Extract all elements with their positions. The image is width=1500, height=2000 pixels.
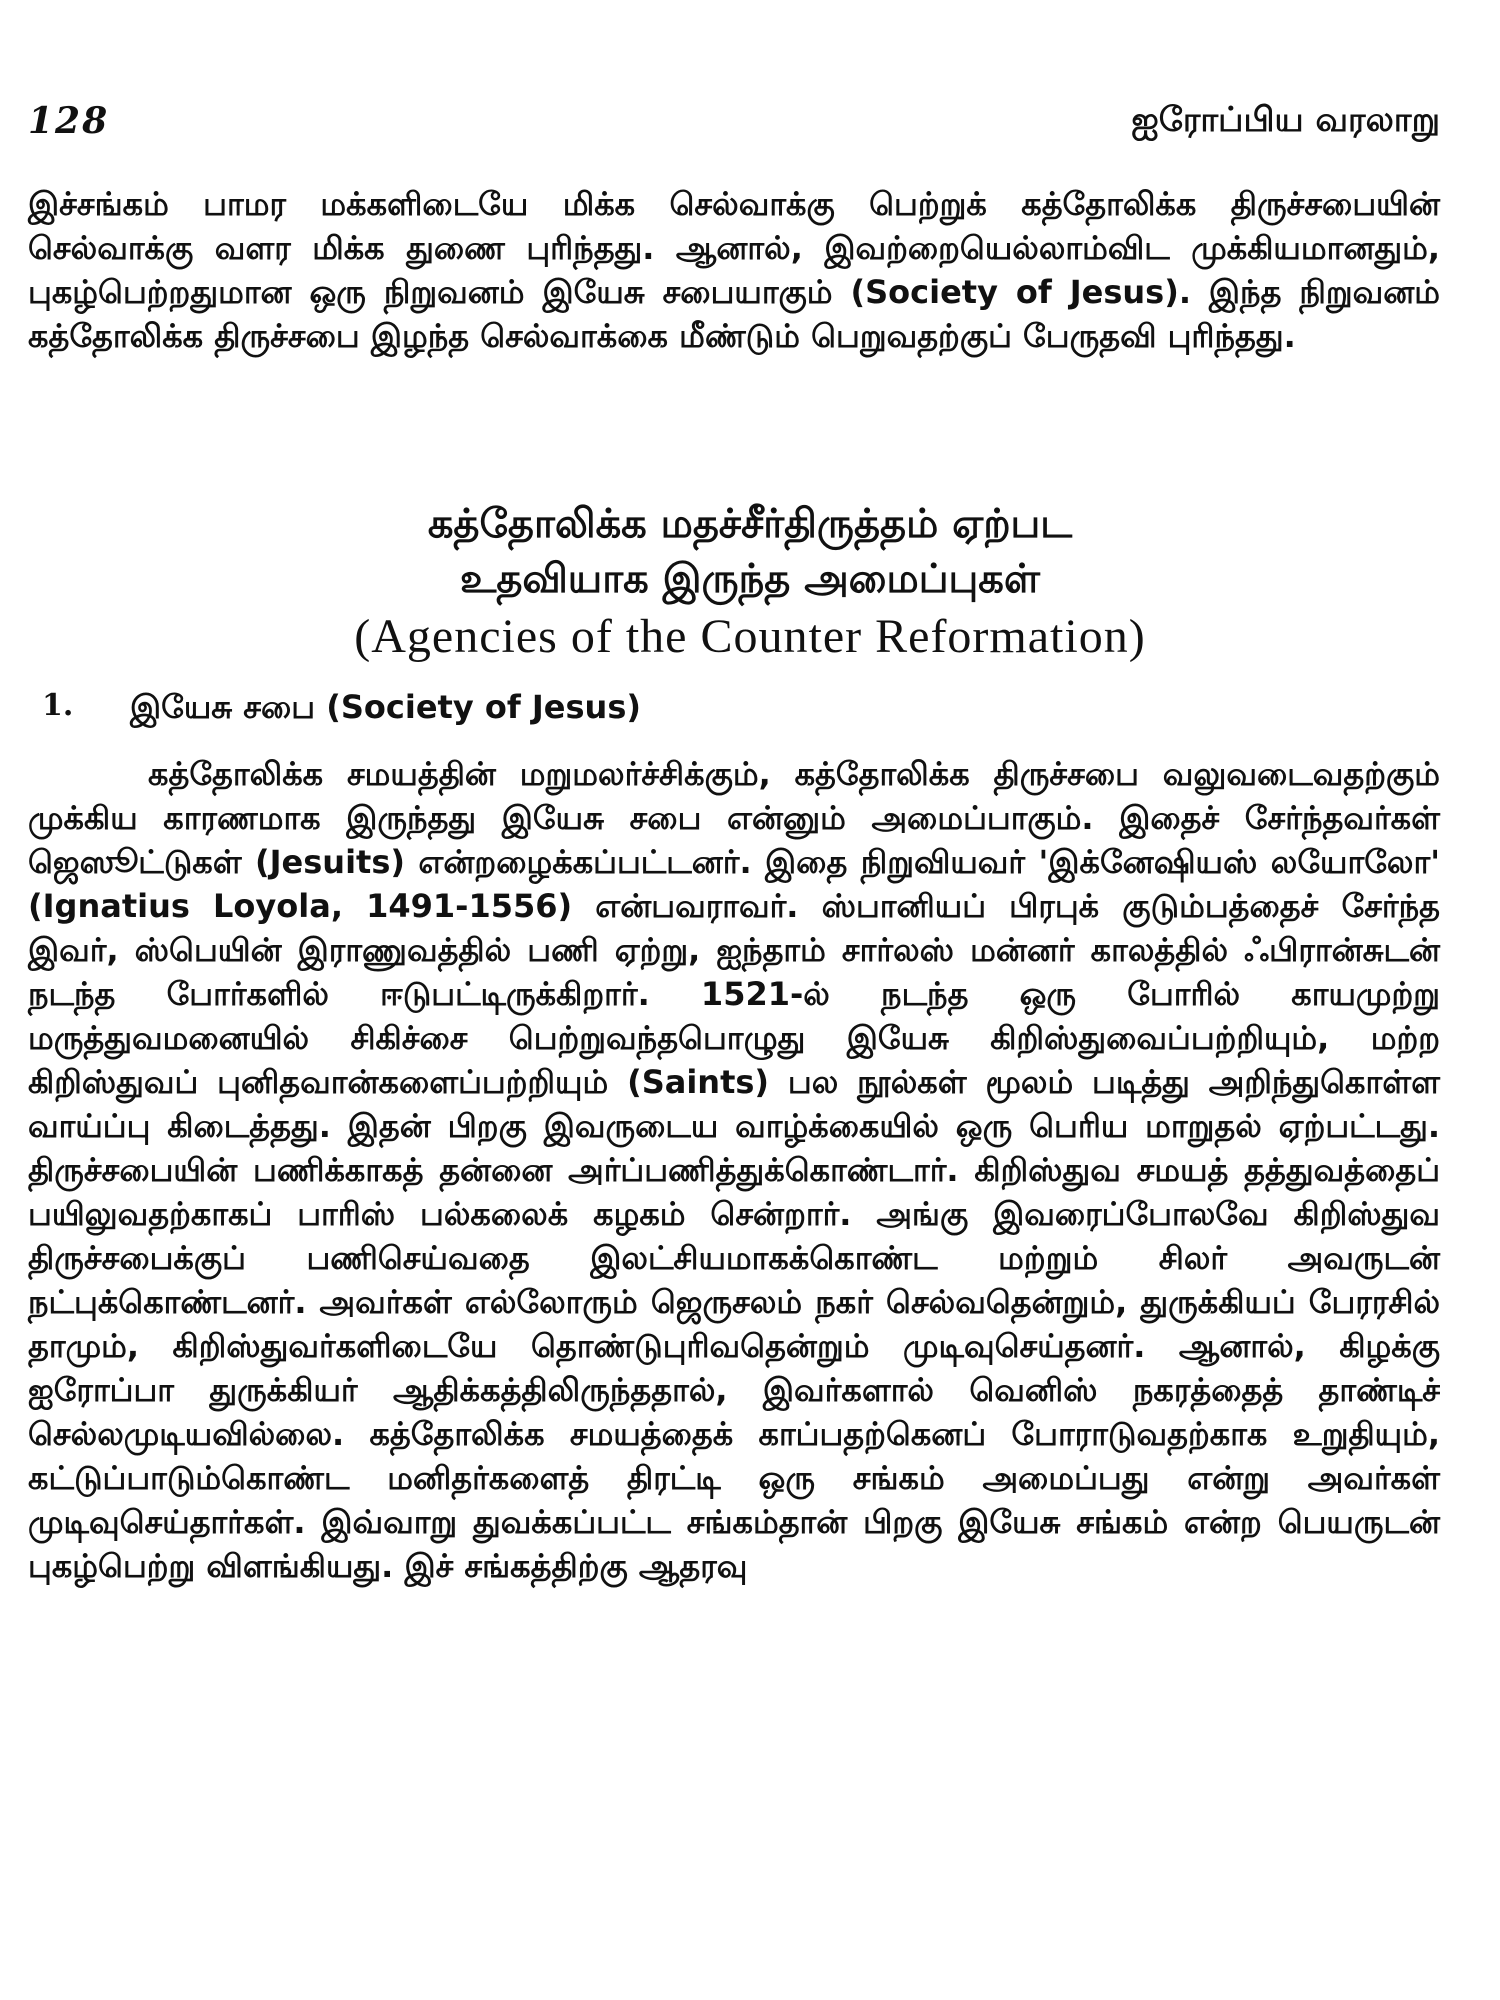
intro-section [28,182,1440,358]
section-title-line-1: கத்தோலிக்க மதச்சீர்திருத்தம் ஏற்பட [427,501,1073,547]
page-number: 128 [28,100,110,142]
main-section [28,752,1440,1588]
main-paragraph: கத்தோலிக்க சமயத்தின் மறுமலர்ச்சிக்கும், கத்தோலிக்க திருச்சபை வலுவடைவதற்கும் முக்கிய காரணமாக இருந்தது இயேசு சபை என்னும் அமைப்பாகும். இதைச் சேர்ந்தவர்கள் ஜெஸூட்டுகள் (Jesuits) என்றழைக்கப்பட்டனர். இதை நிறுவியவர் 'இக்னேஷியஸ் லயோலோ' (Ignatius Loyola, 1491-1556) என்பவராவர். ஸ்பானியப் பிரபுக் குடும்பத்தைச் சேர்ந்த இவர், ஸ்பெயின் இராணுவத்தில் பணி ஏற்று, ஐந்தாம் சார்லஸ் மன்னர் காலத்தில் ஃபிரான்சுடன் நடந்த போர்களில் ஈடுபட்டிருக்கிறார். 1521-ல் நடந்த ஒரு போரில் காயமுற்று மருத்துவமனையில் சிகிச்சை பெற்றுவந்தபொழுது இயேசு கிறிஸ்துவைப்பற்றியும், மற்ற கிறிஸ்துவப் புனிதவான்களைப்பற்றியும் (Saints) பல நூல்கள் மூலம் படித்து அறிந்துகொள்ள வாய்ப்பு கிடைத்தது. இதன் பிறகு இவருடைய வாழ்க்கையில் ஒரு பெரிய மாறுதல் ஏற்பட்டது. திருச்சபையின் பணிக்காகத் தன்னை அர்ப்பணித்துக்கொண்டார். கிறிஸ்துவ சமயத் தத்துவத்தைப் பயிலுவதற்காகப் பாரிஸ் பல்கலைக் கழகம் சென்றார். அங்கு இவரைப்போலவே கிறிஸ்துவ திருச்சபைக்குப் பணிசெய்வதை இலட்சியமாகக்கொண்ட மற்றும் சிலர் அவருடன் நட்புக்கொண்டனர். அவர்கள் எல்லோரும் ஜெருசலம் நகர் செல்வதென்றும், துருக்கியப் பேரரசில் தாமும், கிறிஸ்துவர்களிடையே தொண்டுபுரிவதென்றும் முடிவுசெய்தனர். ஆனால், கிழக்கு ஐரோப்பா துருக்கியர் ஆதிக்கத்திலிருந்ததால், இவர்களால் வெனிஸ் நகரத்தைத் தாண்டிச் செல்லமுடியவில்லை. கத்தோலிக்க சமயத்தைக் காப்பதற்கெனப் போராடுவதற்காக உறுதியும், கட்டுப்பாடும்கொண்ட மனிதர்களைத் திரட்டி ஒரு சங்கம் அமைப்பது என்று அவர்கள் முடிவுசெய்தார்கள். இவ்வாறு துவக்கப்பட்ட சங்கம்தான் பிறகு இயேசு சங்கம் என்ற பெயருடன் புகழ்பெற்று விளங்கியது. இச் சங்கத்திற்கு ஆதரவு [28,755,1441,1585]
section-title-english: (Agencies of the Counter Reformation) [354,610,1146,663]
subsection-heading [28,688,1440,734]
intro-paragraph: இச்சங்கம் பாமர மக்களிடையே மிக்க செல்வாக்கு பெற்றுக் கத்தோலிக்க திருச்சபையின் செல்வாக்கு வளர மிக்க துணை புரிந்தது. ஆனால், இவற்றையெல்லாம்விட முக்கியமானதும், புகழ்பெற்றதுமான ஒரு நிறுவனம் இயேசு சபையாகும் (Society of Jesus). இந்த நிறுவனம் கத்தோலிக்க திருச்சபை இழந்த செல்வாக்கை மீண்டும் பெறுவதற்குப் பேருதவி புரிந்தது. [28,185,1441,355]
section-heading [120,497,1380,667]
subsection-title: இயேசு சபை (Society of Jesus) [130,688,641,726]
running-head: ஐரோப்பிய வரலாறு [1131,100,1440,140]
section-title-line-2: உதவியாக இருந்த அமைப்புகள் [460,556,1040,602]
subsection-number: 1. [42,688,74,723]
page-header [28,100,1440,148]
